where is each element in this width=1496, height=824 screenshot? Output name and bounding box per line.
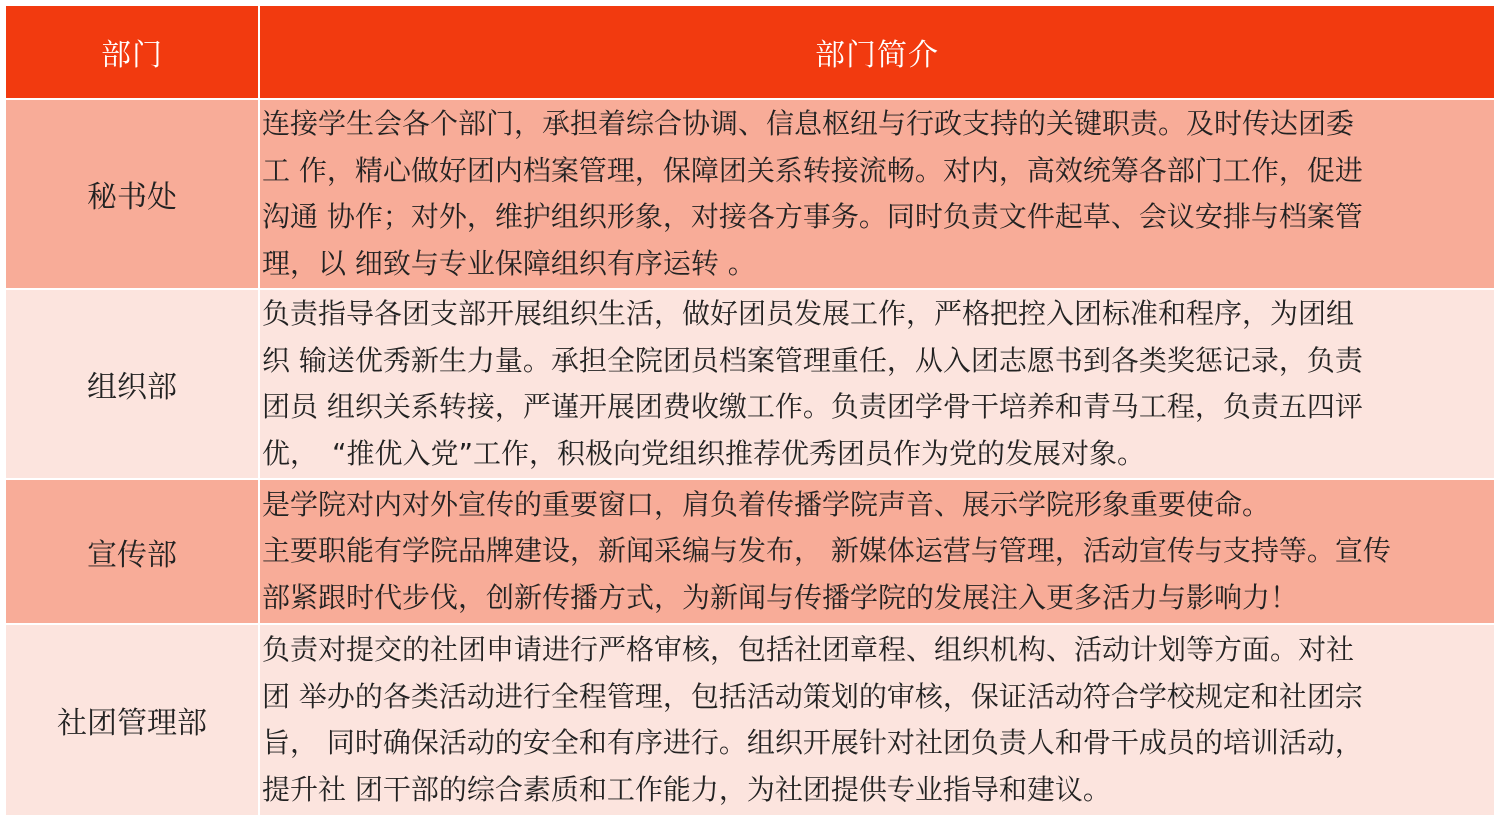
table-row [5, 624, 1495, 816]
department-description: 负责指导各团支部开展组织生活，做好团员发展工作，严格把控入团标准和程序，为团组 织 输送优秀新生力量。承担全院团员档案管理重任，从入团志愿书到各类奖惩记录，负责 团员 组织关系转接，严谨开展团费收缴工作。负责团学骨干培养和青马工程，负责五四评 优， “推优入党”工作，积极向党组织推荐优秀团员作为党的发展对象。 [259, 289, 1495, 479]
department-name: 宣传部 [5, 479, 259, 624]
department-description: 是学院对内对外宣传的重要窗口，肩负着传播学院声音、展示学院形象重要使命。 主要职能有学院品牌建设，新闻采编与发布， 新媒体运营与管理，活动宣传与支持等。宣传 部紧跟时代步伐，创新传播方式，为新闻与传播学院的发展注入更多活力与影响力！ [259, 479, 1495, 624]
header-department: 部门 [5, 5, 259, 99]
department-description: 连接学生会各个部门，承担着综合协调、信息枢纽与行政支持的关键职责。及时传达团委 工 作，精心做好团内档案管理，保障团关系转接流畅。对内，高效统筹各部门工作，促进 沟通 协作；对外，维护组织形象，对接各方事务。同时负责文件起草、会议安排与档案管 理，以 细致与专业保障组织有序运转 。 [259, 99, 1495, 289]
header-description: 部门简介 [259, 5, 1495, 99]
table-row [5, 289, 1495, 479]
department-description: 负责对提交的社团申请进行严格审核，包括社团章程、组织机构、活动计划等方面。对社 团 举办的各类活动进行全程管理，包括活动策划的审核，保证活动符合学校规定和社团宗 旨， 同时确保活动的安全和有序进行。组织开展针对社团负责人和骨干成员的培训活动， 提升社 团干部的综合素质和工作能力，为社团提供专业指导和建议。 [259, 624, 1495, 816]
table-row [5, 479, 1495, 624]
department-name: 秘书处 [5, 99, 259, 289]
department-name: 社团管理部 [5, 624, 259, 816]
department-table [4, 4, 1496, 817]
table-header-row [5, 5, 1495, 99]
table-row [5, 99, 1495, 289]
department-name: 组织部 [5, 289, 259, 479]
